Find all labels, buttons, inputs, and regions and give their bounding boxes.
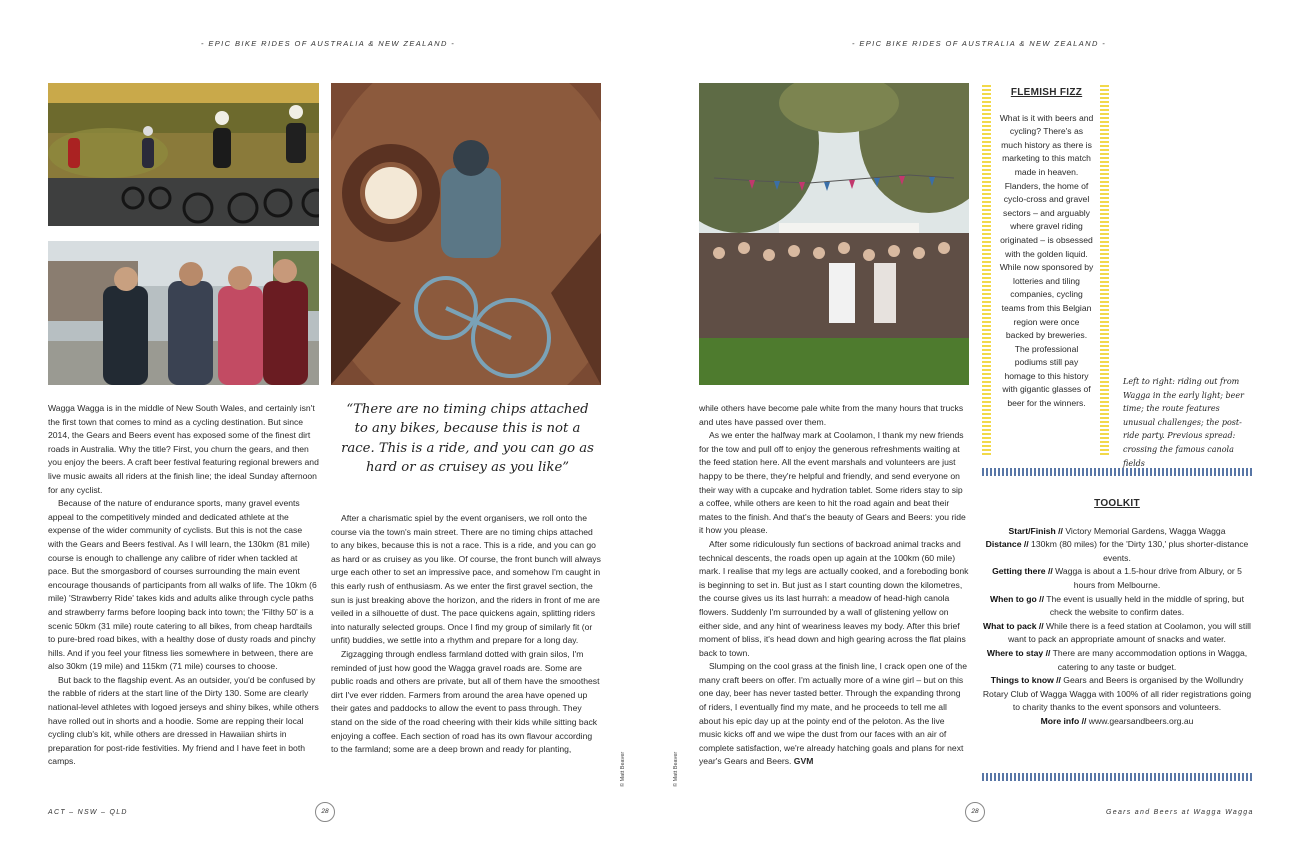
photo-festival-crowd — [699, 83, 969, 385]
toolkit-row-when — [982, 593, 1252, 620]
toolkit-row-stay — [982, 647, 1252, 674]
toolkit-row-pack — [982, 620, 1252, 647]
paragraph — [699, 660, 969, 769]
toolkit-value: While there is a feed station at Coolamon, you will still want to pack an appropriate amount of snacks and water. — [1008, 620, 1251, 645]
column-3-text — [699, 402, 969, 769]
paragraph: Zigzagging through endless farmland dotted with grain silos, I'm reminded of just how good the Wagga gravel roads are. Some are public roads and others are private, but all of them have the smoothest dirt I've ever ridden. Farmers from around the area have opened up their gates and paddocks to allow the event to pass through. They stand on the side of the road cheering with their kids while sitting back enjoying a coffee. Each section of road has its own flavour according to the farmland; some are a deep brown and ready for planting, — [331, 648, 600, 755]
toolkit-row-getting-there — [982, 565, 1252, 592]
toolkit-row-distance — [982, 538, 1252, 565]
toolkit-list — [982, 525, 1252, 729]
toolkit-value: Wagga is about a 1.5-hour drive from Albury, or 5 hours from Melbourne. — [1052, 566, 1242, 590]
sidebar-text: What is it with beers and cycling? There's as much history as there is marketing to this match made in heaven. Flanders, the home of cyclo-cross and gravel sectors – and arguably where gravel riding originated – is obsessed with the golden liquid. While now sponsored by lotteries and tiling companies, cycling teams from this Belgian region were once backed by breweries. The professional podiums still pay homage to this history with gigantic glasses of beer for the winners. — [999, 112, 1094, 409]
toolkit-label: What to pack // — [983, 620, 1044, 631]
toolkit-label: Getting there // — [992, 566, 1053, 577]
toolkit-label: When to go // — [990, 593, 1044, 604]
sidebar-title: FLEMISH FIZZ — [1010, 87, 1083, 98]
page-number-left: 28 — [315, 802, 335, 822]
toolkit-title: TOOLKIT — [1094, 498, 1140, 509]
page-number-right: 28 — [965, 802, 985, 822]
toolkit-box — [982, 497, 1252, 729]
sidebar-flemish-fizz — [999, 86, 1094, 411]
photo-caption: Left to right: riding out from Wagga in the early light; beer time; the route features unusual challenges; the post-ride party. Previous spread: crossing the famous canola fields — [1123, 377, 1244, 468]
paragraph: while others have become pale white from the many hours that trucks and utes have passed over them. — [699, 403, 964, 427]
photo-riders-road — [48, 83, 319, 226]
toolkit-value: 130km (80 miles) for the 'Dirty 130,' plus shorter-distance events. — [1028, 539, 1249, 563]
photo-tunnel-rider — [331, 83, 601, 385]
paragraph: After some ridiculously fun sections of backroad animal tracks and technical descents, the roads open up again at the 100km (60 mile) mark. I realise that my legs are actually cooked, and a foreboding bonk is beginning to set in. But just as I start counting down the kilometres, the course gives us its last hurrah: a meadow of head-high canola flowers. Suddenly I'm surrounded by a wall of glistening yellow on either side, and any hint of weariness leaves my body. After this brief moment of bliss, it's head down and high gearing across the flat plains back to town. — [699, 538, 969, 658]
paragraph: But back to the flagship event. As an outsider, you'd be confused by the rabble of riders at the start line of the Dirty 130. Some are clearly national-level athletes with logoed jerseys and shiny bikes, while others have rolled out in shorts and a hoodie. Some are repping their local cycling club's kit, while others are dressed in Hawaiian shirts in preparation for post-ride festivities. My friend and I have feet in both camps. — [48, 674, 319, 767]
paragraph: As we enter the halfway mark at Coolamon, I thank my new friends for the tow and pull off to enjoy the generous refreshments waiting at the feed station here. All the event marshals and volunteers are just happy to be there, they're helpful and friendly, and send everyone on their way with a cupcake and hydration tablet. Some riders stay to sip a coffee, while others are keen to hit the road again and beat their mates to the finish. And that's the beauty of Gears and Beers: you ride it how you please. — [699, 430, 966, 536]
toolkit-value: The event is usually held in the middle of spring, but check the website to confirm dates. — [1043, 593, 1244, 618]
paragraph: Wagga Wagga is in the middle of New South Wales, and certainly isn't the first town that comes to mind as a cycling destination. But since 2014, the Gears and Beers event has exposed some of the finest dirt roads in Australia. Why the title? First, you churn the gears, and then you enjoy the beers. A craft beer festival featuring regional brewers and live music awaits all riders at the finish line; the ideal Sunday afternoon for any cyclist. — [48, 403, 319, 495]
paragraph-text: Slumping on the cool grass at the finish line, I crack open one of the many craft beers on offer. I'm actually more of a wine girl – but on this one day, beer has never tasted better. Through the expanding throng of riders, I eventually find my mate, and he proceeds to tell me all about his epic day up at the pointy end of the peloton. As the live music kicks off and we wipe the dust from our faces with an air of complete satisfaction, we're already hatching goals and plans for next year's Gears and Beers. — [699, 661, 967, 767]
toolkit-label: Start/Finish // — [1008, 525, 1063, 536]
photo-credit-left: © Matt Beaver — [620, 751, 626, 787]
toolkit-label: Things to know // — [990, 675, 1061, 686]
toolkit-value: Victory Memorial Gardens, Wagga Wagga — [1062, 525, 1226, 536]
toolkit-border-top — [982, 468, 1252, 476]
photo-group-beers — [48, 241, 319, 385]
toolkit-value: Gears and Beers is organised by the Wollundry Rotary Club of Wagga Wagga with 100% of all rider registrations going to charity thanks to the event sponsors and volunteers. — [982, 675, 1252, 713]
running-head-right: - EPIC BIKE RIDES OF AUSTRALIA & NEW ZEALAND - — [852, 39, 1107, 48]
toolkit-value: There are many accommodation options in Wagga, catering to any taste or budget. — [1050, 647, 1248, 672]
pull-quote: “There are no timing chips attached to any bikes, because this is not a race. This is a ride, and you can go as hard or as cruisey as you like” — [341, 402, 594, 476]
photo-credit-right: © Matt Beaver — [673, 751, 679, 787]
toolkit-label: Where to stay // — [986, 647, 1051, 658]
toolkit-label: Distance // — [985, 539, 1029, 550]
toolkit-border-bottom — [982, 773, 1252, 781]
toolkit-row-start — [982, 525, 1252, 539]
toolkit-row-things — [982, 674, 1252, 715]
sidebar-border-left — [982, 83, 991, 455]
column-1-text — [48, 402, 319, 769]
running-head-left: - EPIC BIKE RIDES OF AUSTRALIA & NEW ZEALAND - — [201, 39, 456, 48]
paragraph: After a charismatic spiel by the event organisers, we roll onto the course via the town's main street. There are no timing chips attached to any bikes, because this is not a race. This is a ride, and you can go as hard or as cruisey as you like. Of course, the front bunch will always urge each other to set an impressive pace, and somehow I'm caught in this early rush of enthusiasm. As we enter the first gravel section, the sun is just breaking above the horizon, and the riders in front of me are veiled in a silhouette of dust. The pace quickens again, splitting riders into naturally selected groups. Once I find my group of similarly fit (or unfit) buddies, we settle into a rhythm and prepare for a long day. — [331, 513, 601, 646]
footer-right: Gears and Beers at Wagga Wagga — [1106, 809, 1254, 816]
column-2-text — [331, 512, 601, 757]
toolkit-row-info — [982, 715, 1252, 729]
paragraph: Because of the nature of endurance sports, many gravel events appeal to the competitively minded and dedicated athlete at the expense of the wider community of cyclists. But this is not the case with the Gears and Beers festival. As I will learn, the 130km (81 mile) course is enough to challenge any calibre of rider when tackled at pace. But the smorgasbord of courses surrounding the main event encourage thousands of participants from all walks of life. The 10km (6 mile) 'Strawberry Ride' takes kids and adults alike through cycle paths and strawberry farms before looping back into town; the 'Filthy 50' is a scenic 50km (31 mile) route catering to all bikes, from cheap hardtails to pure-bred road bikes, with a healthy dose of dusty roads and pinchy hills. And if you feel your fitness lies somewhere in between, there are also 30km (19 mile) and 115km (71 mile) courses to choose. — [48, 498, 317, 672]
footer-left: ACT – NSW – QLD — [48, 809, 128, 816]
toolkit-label: More info // — [1040, 715, 1087, 726]
sign-off: GVM — [793, 756, 814, 767]
toolkit-value: www.gearsandbeers.org.au — [1086, 715, 1194, 726]
sidebar-border-right — [1100, 83, 1109, 455]
